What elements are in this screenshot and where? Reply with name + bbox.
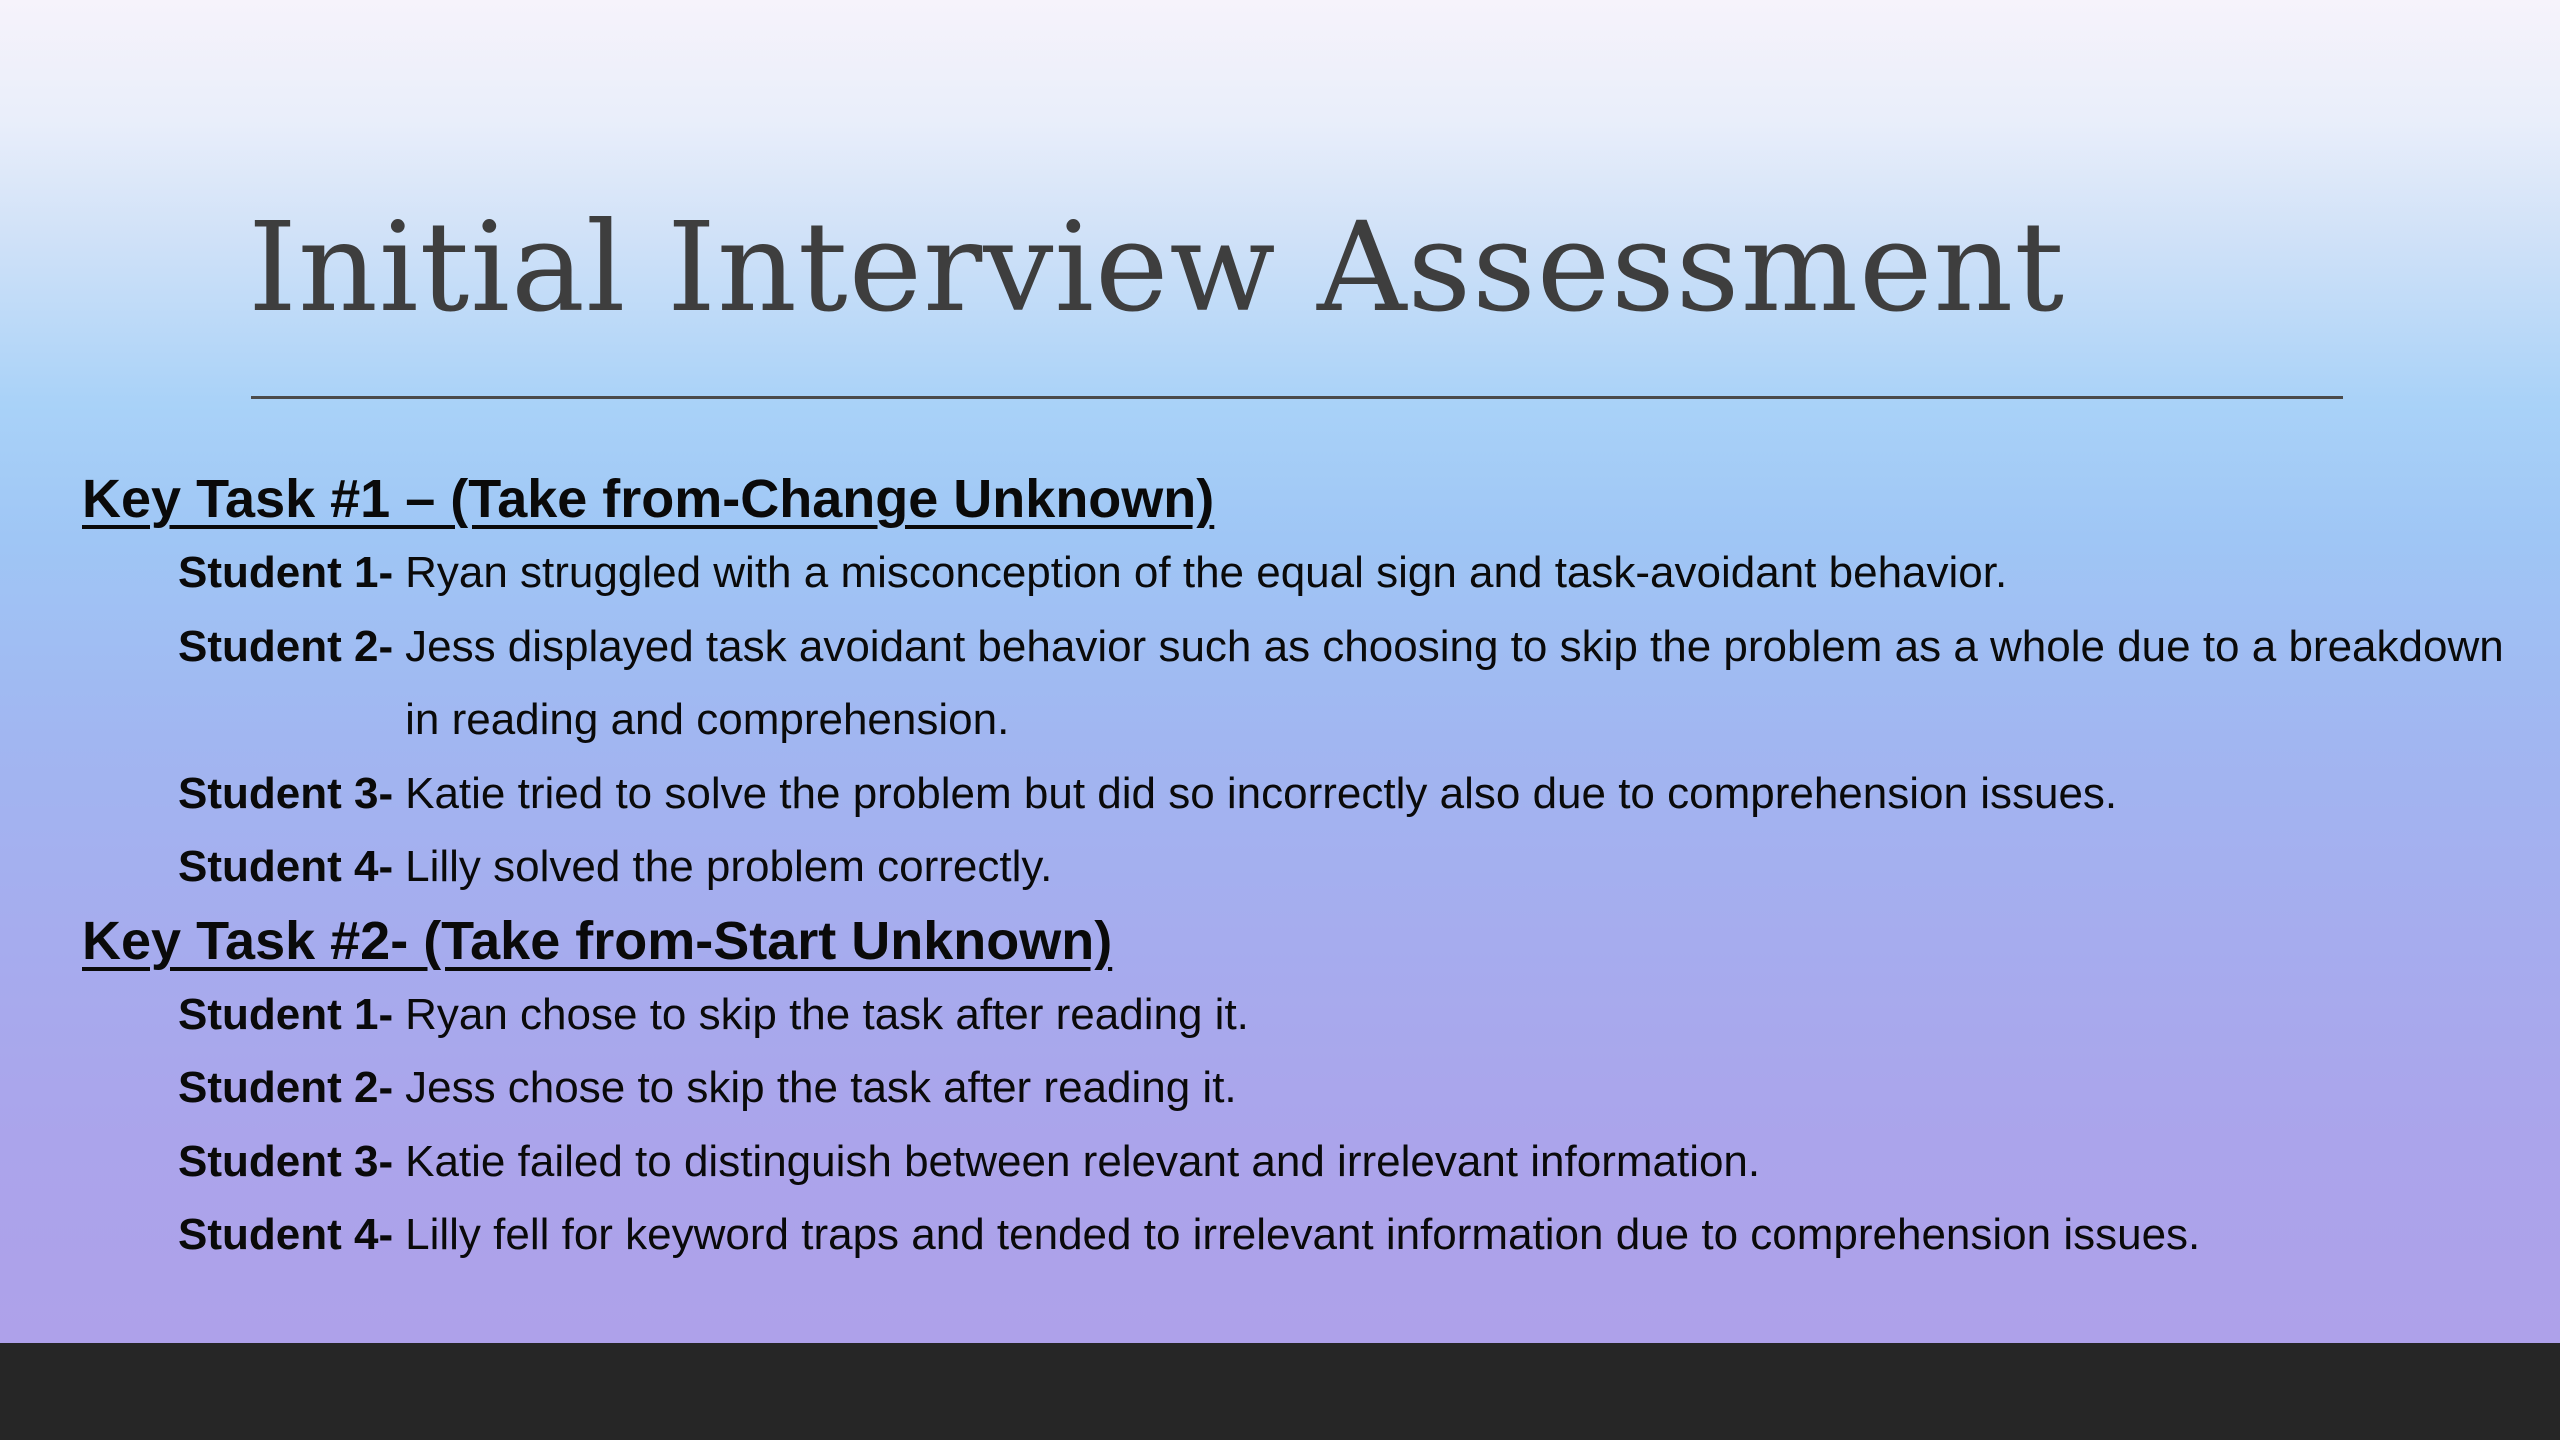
student-label: Student 2- bbox=[178, 1063, 394, 1112]
task2-student-1 bbox=[178, 978, 2522, 1052]
task-block-2 bbox=[82, 904, 2522, 1272]
task2-student-2 bbox=[178, 1051, 2522, 1125]
student-note: Ryan chose to skip the task after reading it. bbox=[405, 989, 1249, 1039]
slide-content bbox=[82, 462, 2522, 1272]
student-note: Jess chose to skip the task after reading it. bbox=[405, 1063, 1237, 1112]
task-block-1 bbox=[82, 462, 2522, 904]
student-label: Student 4- bbox=[178, 1210, 394, 1259]
student-label: Student 2- bbox=[178, 621, 394, 671]
task1-student-1 bbox=[178, 536, 2522, 610]
bottom-bar bbox=[0, 1343, 2560, 1440]
task-heading-1: Key Task #1 – (Take from-Change Unknown) bbox=[82, 469, 1215, 529]
student-note: Katie failed to distinguish between relevant and irrelevant information. bbox=[405, 1136, 1761, 1186]
student-note: Katie tried to solve the problem but did so incorrectly also due to comprehension issues. bbox=[405, 768, 2118, 818]
student-label: Student 1- bbox=[178, 548, 394, 597]
student-label: Student 3- bbox=[178, 1136, 394, 1186]
task1-student-3 bbox=[178, 757, 2522, 831]
title-divider bbox=[251, 396, 2343, 399]
task1-student-4 bbox=[178, 830, 2522, 904]
student-note: Lilly fell for keyword traps and tended to irrelevant information due to comprehension issues. bbox=[405, 1210, 2201, 1259]
task2-student-4 bbox=[178, 1198, 2522, 1272]
student-label: Student 3- bbox=[178, 768, 394, 818]
student-label: Student 1- bbox=[178, 989, 394, 1039]
task2-student-3 bbox=[178, 1125, 2522, 1199]
task1-student-2 bbox=[178, 610, 2522, 757]
student-note: Lilly solved the problem correctly. bbox=[405, 842, 1053, 891]
student-note: Ryan struggled with a misconception of the equal sign and task-avoidant behavior. bbox=[405, 548, 2008, 597]
slide-title: Initial Interview Assessment bbox=[248, 196, 2066, 340]
student-note: Jess displayed task avoidant behavior such as choosing to skip the problem as a whole due to a breakdown in reading and comprehension. bbox=[405, 621, 2504, 744]
student-label: Student 4- bbox=[178, 842, 394, 891]
task-heading-2: Key Task #2- (Take from-Start Unknown) bbox=[82, 910, 1113, 971]
